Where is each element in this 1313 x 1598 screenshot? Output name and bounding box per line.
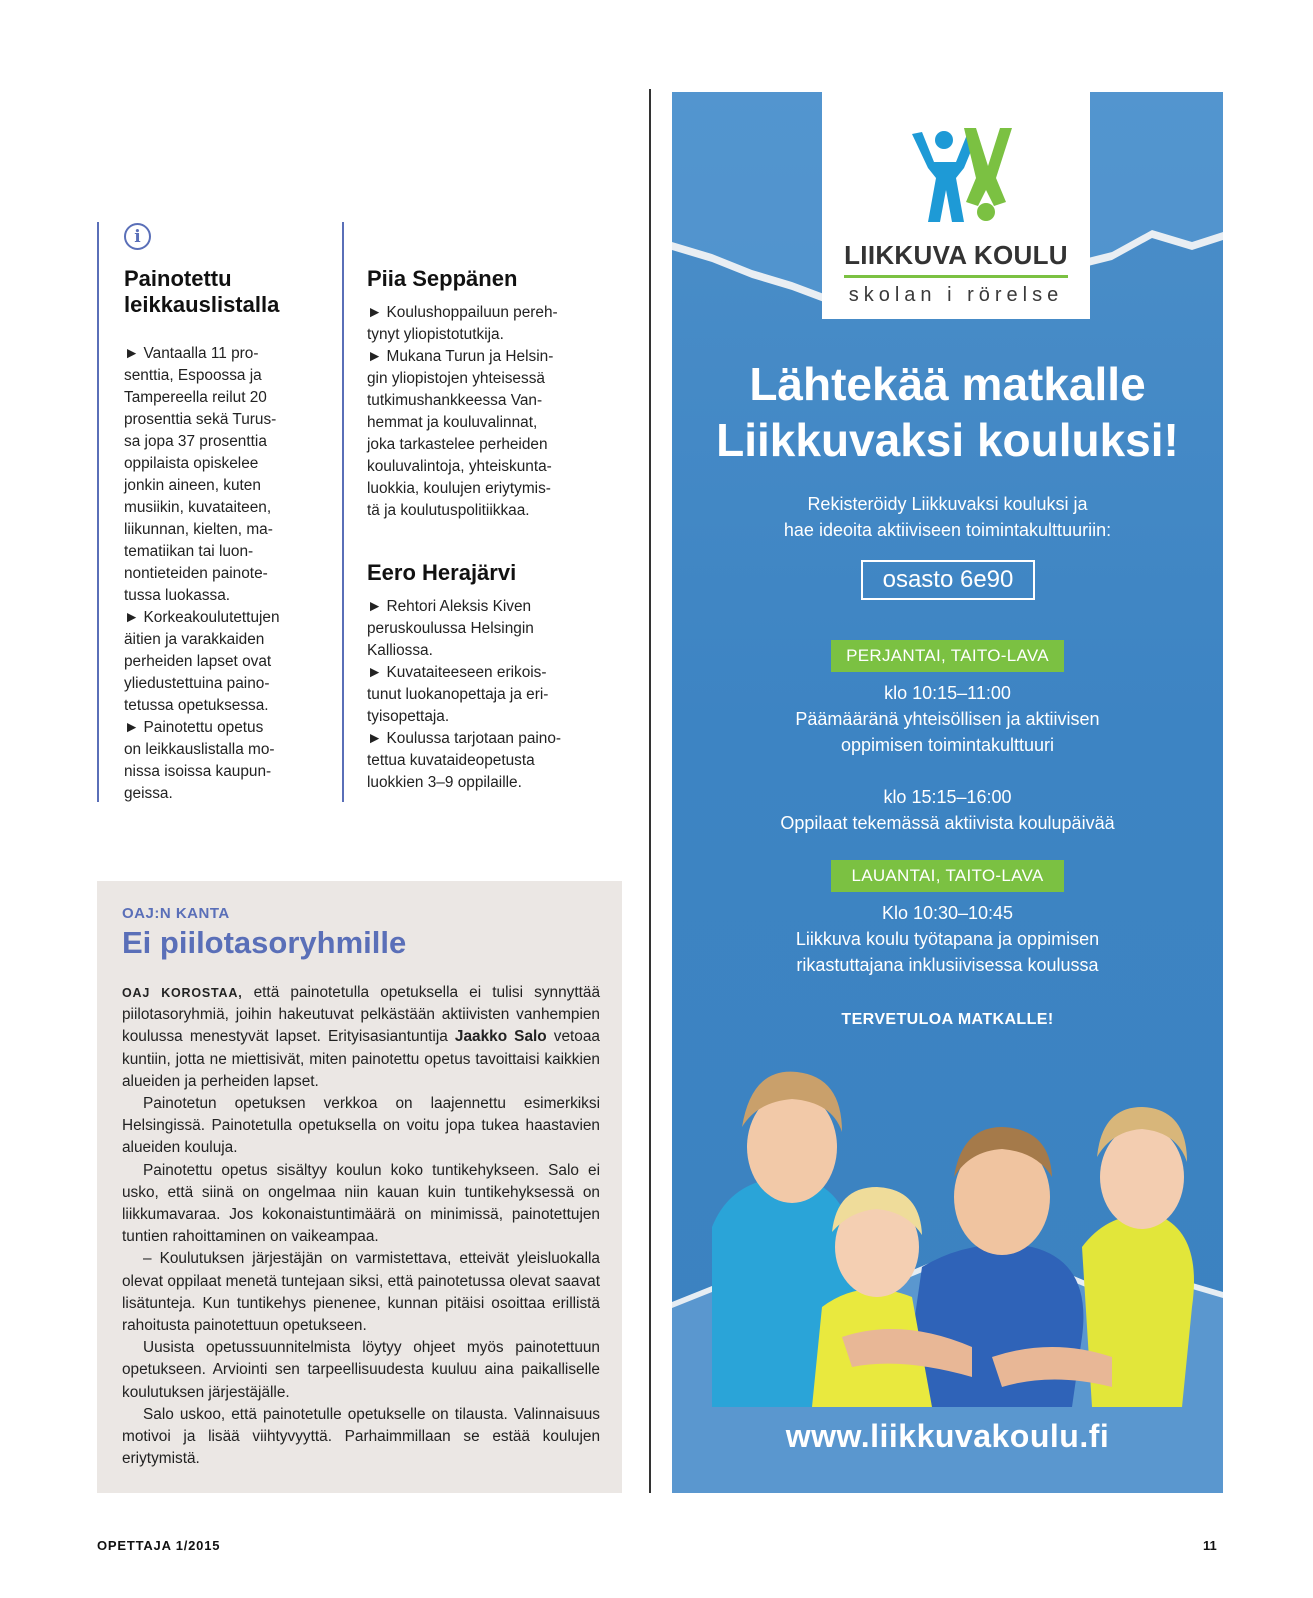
oaj-box <box>97 881 622 1493</box>
page-number: 11 <box>1203 1538 1217 1553</box>
logo-underline <box>844 275 1068 278</box>
info-text-line: ► Korkeakoulutettujen <box>124 609 280 626</box>
info-text-line: tetussa opetuksessa. <box>124 697 269 714</box>
info-text-line: ► Painotettu opetus <box>124 719 264 736</box>
bio-text-line: tutkimushankkeessa Van- <box>367 392 543 409</box>
friday-session-2-time: klo 15:15–16:00 <box>883 787 1012 807</box>
bio-text-line: hemmat ja kouluvalinnat, <box>367 414 538 431</box>
bio-text-line: tynyt yliopistotutkija. <box>367 326 504 343</box>
info-text-line: musiikin, kuvataiteen, <box>124 499 272 516</box>
info-text-line: nontieteiden painote- <box>124 565 268 582</box>
info-text-line: yliedustettuina paino- <box>124 675 270 692</box>
oaj-paragraph-4: – Koulutuksen järjestäjän on varmistettava, etteivät yleisluokalla olevat oppilaat menetä tuntejaan siksi, että painotetussa olevat saavat lisätunteja. Kun tuntikehys pienenee, kunnan pitäisi osoittaa erillistä rahoitusta painotettuun opetukseen. <box>122 1250 600 1335</box>
booth-number-badge: osasto 6e90 <box>861 560 1035 600</box>
info-heading: Painotettu leikkauslistalla <box>124 266 280 317</box>
oaj-paragraph-3: Painotettu opetus sisältyy koulun koko tuntikehykseen. Salo ei usko, että siinä on ongelmaa niin kauan kuin tuntikehyksessä on liikkumavaraa. Jos kokonaistuntimäärä on minimissä, painotettujen tuntien rahoittaminen on vaikeampaa. <box>122 1161 600 1246</box>
saturday-session-line-1: Liikkuva koulu työtapana ja oppimisen <box>795 929 1100 949</box>
info-text-line: äitien ja varakkaiden <box>124 631 265 648</box>
info-box-rule-left <box>97 222 99 802</box>
bio-text-line: luokkien 3–9 oppilaille. <box>367 774 522 791</box>
column-divider <box>649 89 651 1493</box>
saturday-session-time: Klo 10:30–10:45 <box>881 903 1014 923</box>
bio-text-line: ► Kuvataiteeseen erikois- <box>367 664 547 681</box>
info-text-line: Tampereella reilut 20 <box>124 389 267 406</box>
info-column-1-text <box>124 343 324 805</box>
info-text-line: geissa. <box>124 785 173 802</box>
oaj-title: Ei piilotasoryhmille <box>122 925 407 960</box>
bio-text-line: ► Koulussa tarjotaan paino- <box>367 730 562 747</box>
bio-text-line: ► Mukana Turun ja Helsin- <box>367 348 554 365</box>
info-column-1 <box>124 266 324 805</box>
welcome-text: TERVETULOA MATKALLE! <box>841 1011 1054 1028</box>
logo-box <box>822 92 1090 319</box>
children-photo <box>672 1007 1223 1407</box>
bio-text-line: Kalliossa. <box>367 642 433 659</box>
liikkuva-koulu-ad <box>672 92 1223 1493</box>
info-column-2 <box>367 266 597 794</box>
info-text-line: tematiikan tai luon- <box>124 543 254 560</box>
bio-text-line: joka tarkastelee perheiden <box>367 436 548 453</box>
bio-text-line: gin yliopistojen yhteisessä <box>367 370 545 387</box>
info-text-line: perheiden lapset ovat <box>124 653 272 670</box>
oaj-kicker: OAJ:N KANTA <box>122 905 230 922</box>
magazine-issue: OPETTAJA 1/2015 <box>97 1538 221 1553</box>
oaj-paragraph-5: Uusista opetussuunnitelmista löytyy ohjeet myös painotettuun opetukseen. Arviointi sen tarpeellisuudesta kuuluu aina paikalliselle koulutuksen järjestäjälle. <box>122 1339 600 1401</box>
info-box-rule-middle <box>342 222 344 802</box>
bio-text-line: tä ja koulutuspolitiikkaa. <box>367 502 530 519</box>
logo-main-text: LIIKKUVA KOULU <box>844 240 1068 270</box>
bio-text-line: luokkia, koulujen eriytymis- <box>367 480 551 497</box>
bio-text-line: peruskoulussa Helsingin <box>367 620 534 637</box>
saturday-badge: LAUANTAI, TAITO-LAVA <box>831 860 1064 892</box>
info-text-line: tussa luokassa. <box>124 587 231 604</box>
info-text-line: on leikkauslistalla mo- <box>124 741 275 758</box>
person-name-piia: Piia Seppänen <box>367 266 518 291</box>
website-url: www.liikkuvakoulu.fi <box>785 1418 1110 1454</box>
person-bio-eero <box>367 596 597 794</box>
ad-subheading: Rekisteröidy Liikkuvaksi kouluksi ja hae ideoita aktiiviseen toimintakulttuuriin: <box>783 494 1112 540</box>
info-text-line: liikunnan, kielten, ma- <box>124 521 273 538</box>
friday-badge: PERJANTAI, TAITO-LAVA <box>831 640 1064 672</box>
bio-text-line: tettua kuvataideopetusta <box>367 752 535 769</box>
friday-session-1-time: klo 10:15–11:00 <box>884 683 1011 703</box>
oaj-article-text <box>122 982 600 1470</box>
bio-text-line: ► Koulushoppailuun pereh- <box>367 304 558 321</box>
bio-text-line: tyisopettaja. <box>367 708 450 725</box>
info-text-line: jonkin aineen, kuten <box>124 477 261 494</box>
friday-session-2-line-1: Oppilaat tekemässä aktiivista koulupäivää <box>780 813 1115 833</box>
friday-session-1-line-1: Päämääränä yhteisöllisen ja aktiivisen <box>795 709 1100 729</box>
info-text-line: nissa isoissa kaupun- <box>124 763 272 780</box>
oaj-paragraph-2: Painotetun opetuksen verkkoa on laajennettu esimerkiksi Helsingissä. Painotetulla opetuksella on voitu jopa tukea haastavien alueiden kouluja. <box>122 1095 600 1157</box>
person-name-eero: Eero Herajärvi <box>367 560 517 585</box>
info-text-line: senttia, Espoossa ja <box>124 367 262 384</box>
info-icon: i <box>124 223 151 250</box>
info-text-line: oppilaista opiskelee <box>124 455 259 472</box>
oaj-paragraph-1: OAJ KOROSTAA, että painotetulla opetuksella ei tulisi synnyttää piilotasoryhmiä, joihin hakeutuvat pelkästään aktiivisten vanhempien koulussa menestyvät lapset. Erityisasiantuntija Jaakko Salo vetoaa kuntiin, jotta ne miettisivät, miten painotettu opetus tavoittaisi kaikkien alueiden ja perheiden lapset. <box>122 984 600 1090</box>
bio-text-line: kouluvalintoja, yhteiskunta- <box>367 458 552 475</box>
bio-text-line: tunut luokanopettaja ja eri- <box>367 686 549 703</box>
saturday-session-line-2: rikastuttajana inklusiivisessa koulussa <box>796 955 1099 975</box>
friday-session-1-line-2: oppimisen toimintakulttuuri <box>840 735 1055 755</box>
logo-sub-text: skolan i rörelse <box>848 284 1064 306</box>
ad-headline: Lähtekää matkalle Liikkuvaksi kouluksi! <box>716 358 1179 466</box>
person-bio-piia <box>367 302 597 522</box>
info-text-line: sa jopa 37 prosenttia <box>124 433 267 450</box>
bio-text-line: ► Rehtori Aleksis Kiven <box>367 598 532 615</box>
liikkuva-koulu-logo-icon <box>906 126 1012 230</box>
info-text-line: ► Vantaalla 11 pro- <box>124 345 259 362</box>
info-text-line: prosenttia sekä Turus- <box>124 411 277 428</box>
oaj-paragraph-6: Salo uskoo, että painotetulle opetukselle on tilausta. Valinnaisuus motivoi ja lisää viihtyvyyttä. Parhaimmillaan se estää koulujen eriytymistä. <box>122 1405 600 1468</box>
